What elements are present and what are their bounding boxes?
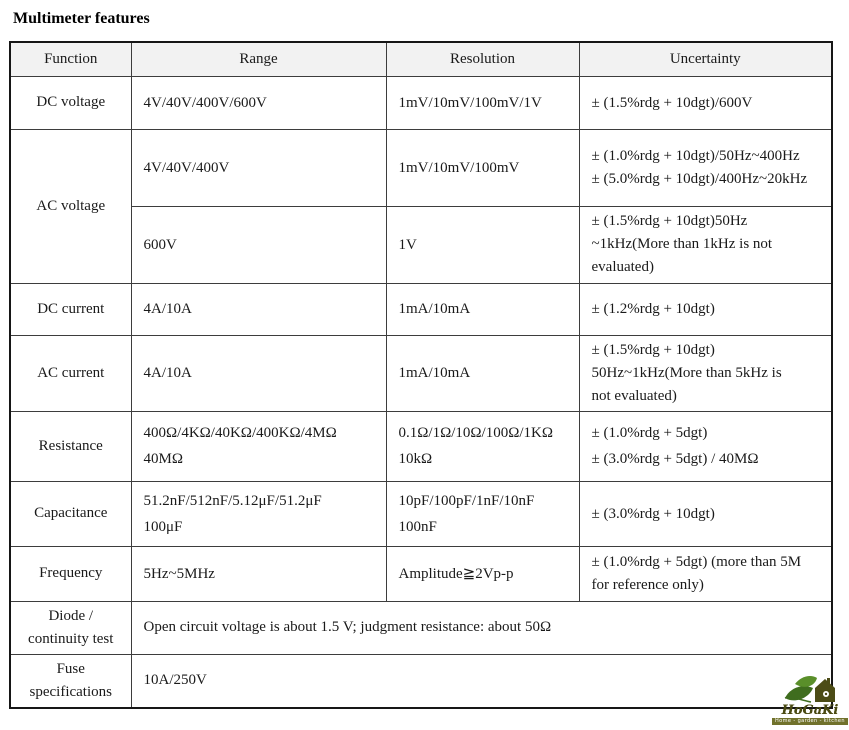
cell-fuse-function: Fuse specifications [10,654,131,708]
cell-ac-current-range: 4A/10A [131,335,386,411]
cell-ac-voltage-range-1: 4V/40V/400V [131,129,386,206]
cell-diode-function: Diode / continuity test [10,601,131,654]
table-row [10,411,832,481]
cell-resistance-resolution: 0.1Ω/1Ω/10Ω/100Ω/1KΩ 10kΩ [386,411,579,481]
cell-ac-voltage-range-2: 600V [131,206,386,283]
cell-resistance-function: Resistance [10,411,131,481]
table-row [10,129,832,206]
table-row [10,206,832,283]
cell-ac-voltage-resolution-1: 1mV/10mV/100mV [386,129,579,206]
cell-ac-current-function: AC current [10,335,131,411]
cell-frequency-resolution: Amplitude≧2Vp-p [386,546,579,601]
cell-dc-current-range: 4A/10A [131,283,386,335]
table-row [10,335,832,411]
cell-resistance-uncertainty: ± (1.0%rdg + 5dgt) ± (3.0%rdg + 5dgt) / 40MΩ [579,411,832,481]
cell-ac-current-resolution: 1mA/10mA [386,335,579,411]
cell-frequency-function: Frequency [10,546,131,601]
multimeter-features-table [9,41,833,709]
header-row [10,42,832,76]
cell-ac-voltage-resolution-2: 1V [386,206,579,283]
cell-capacitance-resolution: 10pF/100pF/1nF/10nF 100nF [386,481,579,546]
cell-capacitance-uncertainty: ± (3.0%rdg + 10dgt) [579,481,832,546]
table-row [10,654,832,708]
cell-frequency-uncertainty: ± (1.0%rdg + 5dgt) (more than 5M for reference only) [579,546,832,601]
cell-dc-voltage-uncertainty: ± (1.5%rdg + 10dgt)/600V [579,76,832,129]
cell-ac-voltage-function: AC voltage [10,129,131,283]
cell-dc-voltage-resolution: 1mV/10mV/100mV/1V [386,76,579,129]
table-row [10,546,832,601]
cell-dc-current-function: DC current [10,283,131,335]
cell-capacitance-range: 51.2nF/512nF/5.12μF/51.2μF 100μF [131,481,386,546]
cell-dc-voltage-function: DC voltage [10,76,131,129]
table-row [10,601,832,654]
logo-wordmark: HoGaKi [781,703,839,718]
table-row [10,481,832,546]
page-title: Multimeter features [13,10,150,27]
cell-ac-voltage-uncertainty-2: ± (1.5%rdg + 10dgt)50Hz ~1kHz(More than 1kHz is not evaluated) [579,206,832,283]
column-header-uncertainty: Uncertainty [579,42,832,76]
table-row [10,76,832,129]
cell-ac-current-uncertainty: ± (1.5%rdg + 10dgt) 50Hz~1kHz(More than 5kHz is not evaluated) [579,335,832,411]
cell-dc-current-uncertainty: ± (1.2%rdg + 10dgt) [579,283,832,335]
cell-fuse-content: 10A/250V [131,654,832,708]
logo-tagline: Home - garden - kitchen [772,718,848,725]
column-header-range: Range [131,42,386,76]
cell-resistance-range: 400Ω/4KΩ/40KΩ/400KΩ/4MΩ 40MΩ [131,411,386,481]
cell-diode-content: Open circuit voltage is about 1.5 V; judgment resistance: about 50Ω [131,601,832,654]
cell-frequency-range: 5Hz~5MHz [131,546,386,601]
column-header-function: Function [10,42,131,76]
hogaki-logo [772,672,848,725]
cell-capacitance-function: Capacitance [10,481,131,546]
cell-dc-current-resolution: 1mA/10mA [386,283,579,335]
cell-dc-voltage-range: 4V/40V/400V/600V [131,76,386,129]
column-header-resolution: Resolution [386,42,579,76]
leaf-house-icon [781,672,839,706]
table-row [10,283,832,335]
cell-ac-voltage-uncertainty-1: ± (1.0%rdg + 10dgt)/50Hz~400Hz ± (5.0%rdg + 10dgt)/400Hz~20kHz [579,129,832,206]
